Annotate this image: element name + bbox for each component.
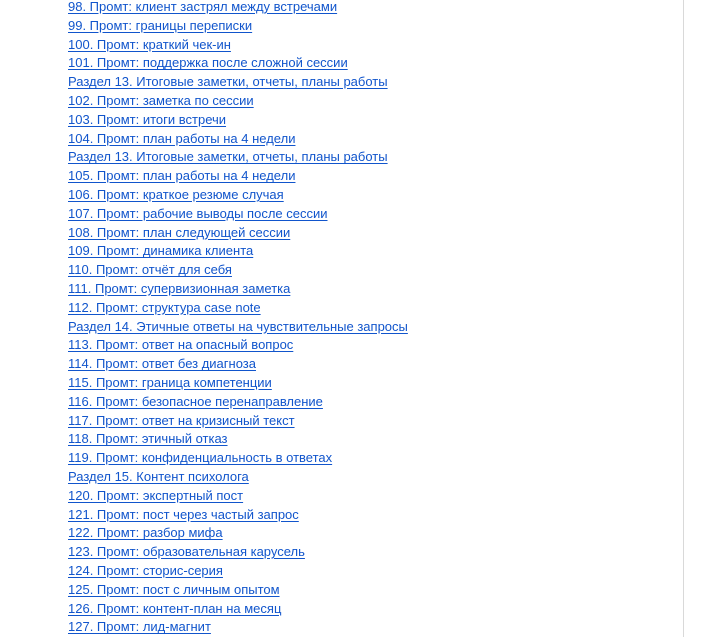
list-item — [68, 186, 408, 205]
list-item — [68, 449, 408, 468]
toc-prompt-link[interactable]: 106. Промт: краткое резюме случая — [68, 186, 284, 202]
toc-prompt-link[interactable]: 101. Промт: поддержка после сложной сессии — [68, 55, 348, 71]
list-item — [68, 299, 408, 318]
list-item — [68, 543, 408, 562]
toc-prompt-link[interactable]: 115. Промт: граница компетенции — [68, 374, 272, 390]
toc-prompt-link[interactable]: 117. Промт: ответ на кризисный текст — [68, 412, 295, 428]
toc-prompt-link[interactable]: 122. Промт: разбор мифа — [68, 525, 223, 541]
list-item — [68, 224, 408, 243]
list-item — [68, 167, 408, 186]
list-item — [68, 111, 408, 130]
toc-prompt-link[interactable]: 107. Промт: рабочие выводы после сессии — [68, 205, 328, 221]
list-item — [68, 148, 408, 167]
toc-prompt-link[interactable]: 126. Промт: контент-план на месяц — [68, 600, 282, 616]
table-of-contents — [68, 0, 408, 637]
list-item — [68, 562, 408, 581]
list-item — [68, 355, 408, 374]
toc-prompt-link[interactable]: 127. Промт: лид-магнит — [68, 619, 211, 635]
toc-prompt-link[interactable]: 99. Промт: границы переписки — [68, 17, 253, 33]
list-item — [68, 280, 408, 299]
list-item — [68, 336, 408, 355]
list-item — [68, 261, 408, 280]
toc-section-link[interactable]: Раздел 14. Этичные ответы на чувствительные запросы — [68, 318, 408, 334]
list-item — [68, 73, 408, 92]
toc-section-link[interactable]: Раздел 15. Контент психолога — [68, 468, 249, 484]
toc-prompt-link[interactable]: 104. Промт: план работы на 4 недели — [68, 130, 296, 146]
toc-prompt-link[interactable]: 118. Промт: этичный отказ — [68, 431, 228, 447]
toc-prompt-link[interactable]: 111. Промт: супервизионная заметка — [68, 280, 291, 296]
list-item — [68, 581, 408, 600]
list-item — [68, 205, 408, 224]
list-item — [68, 130, 408, 149]
toc-prompt-link[interactable]: 120. Промт: экспертный пост — [68, 487, 244, 503]
list-item — [68, 506, 408, 525]
toc-prompt-link[interactable]: 123. Промт: образовательная карусель — [68, 544, 305, 560]
list-item — [68, 318, 408, 337]
toc-prompt-link[interactable]: 116. Промт: безопасное перенаправление — [68, 393, 323, 409]
toc-prompt-link[interactable]: 121. Промт: пост через частый запрос — [68, 506, 299, 522]
page-edge-divider — [683, 0, 684, 637]
toc-prompt-link[interactable]: 125. Промт: пост с личным опытом — [68, 581, 280, 597]
list-item — [68, 36, 408, 55]
toc-prompt-link[interactable]: 98. Промт: клиент застрял между встречами — [68, 0, 338, 14]
list-item — [68, 468, 408, 487]
list-item — [68, 0, 408, 17]
list-item — [68, 374, 408, 393]
toc-section-link[interactable]: Раздел 13. Итоговые заметки, отчеты, планы работы — [68, 74, 388, 90]
toc-section-link[interactable]: Раздел 13. Итоговые заметки, отчеты, планы работы — [68, 149, 388, 165]
list-item — [68, 393, 408, 412]
toc-prompt-link[interactable]: 105. Промт: план работы на 4 недели — [68, 168, 296, 184]
list-item — [68, 618, 408, 637]
list-item — [68, 412, 408, 431]
list-item — [68, 600, 408, 619]
list-item — [68, 524, 408, 543]
list-item — [68, 242, 408, 261]
toc-prompt-link[interactable]: 113. Промт: ответ на опасный вопрос — [68, 337, 294, 353]
list-item — [68, 17, 408, 36]
toc-prompt-link[interactable]: 112. Промт: структура case note — [68, 299, 261, 315]
toc-prompt-link[interactable]: 124. Промт: сторис-серия — [68, 562, 223, 578]
toc-prompt-link[interactable]: 103. Промт: итоги встречи — [68, 111, 227, 127]
toc-prompt-link[interactable]: 102. Промт: заметка по сессии — [68, 92, 254, 108]
list-item — [68, 92, 408, 111]
toc-prompt-link[interactable]: 100. Промт: краткий чек-ин — [68, 36, 231, 52]
list-item — [68, 487, 408, 506]
toc-prompt-link[interactable]: 114. Промт: ответ без диагноза — [68, 356, 256, 372]
toc-prompt-link[interactable]: 109. Промт: динамика клиента — [68, 243, 254, 259]
toc-prompt-link[interactable]: 110. Промт: отчёт для себя — [68, 262, 232, 278]
toc-prompt-link[interactable]: 119. Промт: конфиденциальность в ответах — [68, 450, 333, 466]
list-item — [68, 430, 408, 449]
list-item — [68, 54, 408, 73]
toc-prompt-link[interactable]: 108. Промт: план следующей сессии — [68, 224, 291, 240]
